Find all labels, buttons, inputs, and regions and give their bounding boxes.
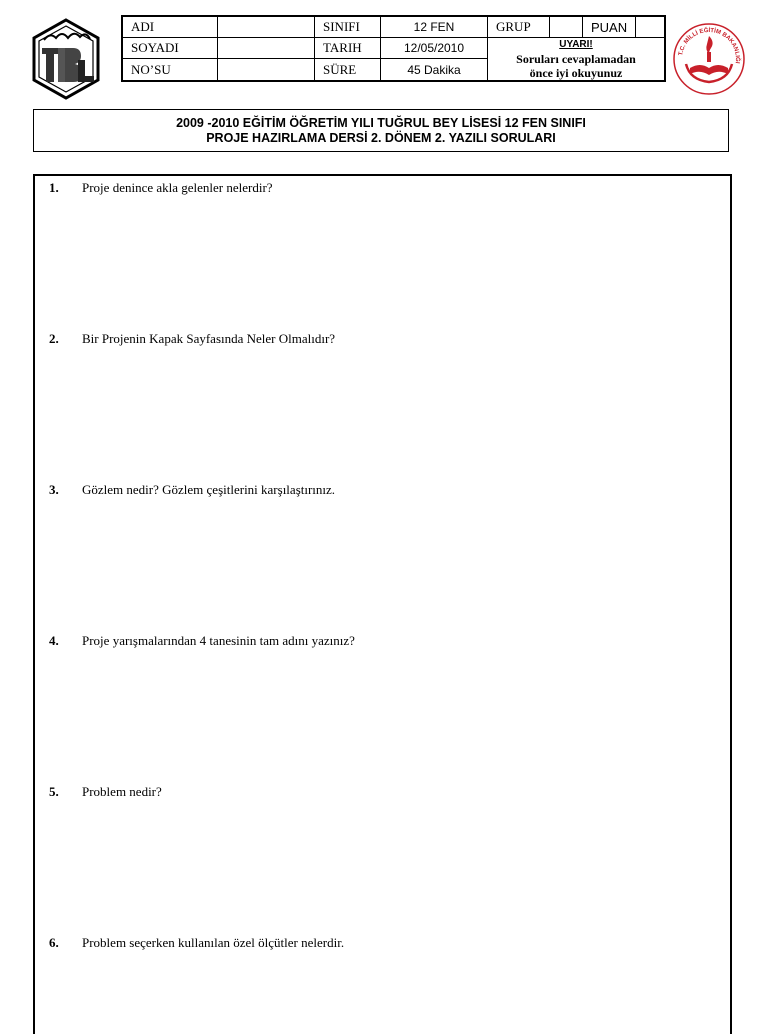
nosu-field[interactable] — [218, 59, 315, 81]
ministry-seal — [672, 22, 746, 96]
sinifi-value: 12 FEN — [381, 16, 488, 38]
grup-field[interactable] — [550, 16, 583, 38]
question-number: 4. — [49, 633, 59, 648]
adi-field[interactable] — [218, 16, 315, 38]
tarih-value: 12/05/2010 — [381, 38, 488, 59]
question-number: 2. — [49, 331, 59, 346]
school-logo — [30, 18, 102, 100]
sinifi-label: SINIFI — [315, 16, 381, 38]
question-text: Problem seçerken kullanılan özel ölçütler nelerdir. — [82, 935, 345, 950]
soyadi-label: SOYADI — [122, 38, 218, 59]
warning-title: UYARI! — [559, 39, 593, 50]
adi-label: ADI — [122, 16, 218, 38]
question-text: Proje yarışmalarından 4 tanesinin tam adını yazınız? — [82, 633, 355, 648]
question-text: Gözlem nedir? Gözlem çeşitlerini karşılaştırınız. — [82, 482, 336, 497]
student-info-table — [121, 15, 666, 82]
soyadi-field[interactable] — [218, 38, 315, 59]
question-number: 5. — [49, 784, 59, 799]
sure-value: 45 Dakika — [381, 59, 488, 81]
exam-title-line-1: 2009 -2010 EĞİTİM ÖĞRETİM YILI TUĞRUL BEY LİSESİ 12 FEN SINIFI — [176, 116, 586, 130]
question-number: 1. — [49, 180, 59, 195]
puan-field[interactable] — [636, 16, 666, 38]
puan-label: PUAN — [583, 16, 636, 38]
question-number: 6. — [49, 935, 59, 950]
question-text: Proje denince akla gelenler nelerdir? — [82, 180, 273, 195]
warning-box — [488, 38, 666, 82]
tarih-label: TARIH — [315, 38, 381, 59]
question-text: Bir Projenin Kapak Sayfasında Neler Olmalıdır? — [82, 331, 336, 346]
sure-label: SÜRE — [315, 59, 381, 81]
grup-label: GRUP — [488, 16, 550, 38]
nosu-label: NO’SU — [122, 59, 218, 81]
warning-line-2: önce iyi okuyunuz — [529, 66, 623, 80]
question-number: 3. — [49, 482, 59, 497]
seal-ring-text: T.C. MİLLİ EĞİTİM BAKANLIĞI — [678, 27, 741, 64]
exam-title-box — [33, 109, 729, 152]
question-text: Problem nedir? — [82, 784, 162, 799]
exam-title-line-2: PROJE HAZIRLAMA DERSİ 2. DÖNEM 2. YAZILI SORULARI — [206, 131, 556, 145]
questions-frame — [33, 174, 732, 1034]
warning-line-1: Soruları cevaplamadan — [516, 52, 636, 66]
